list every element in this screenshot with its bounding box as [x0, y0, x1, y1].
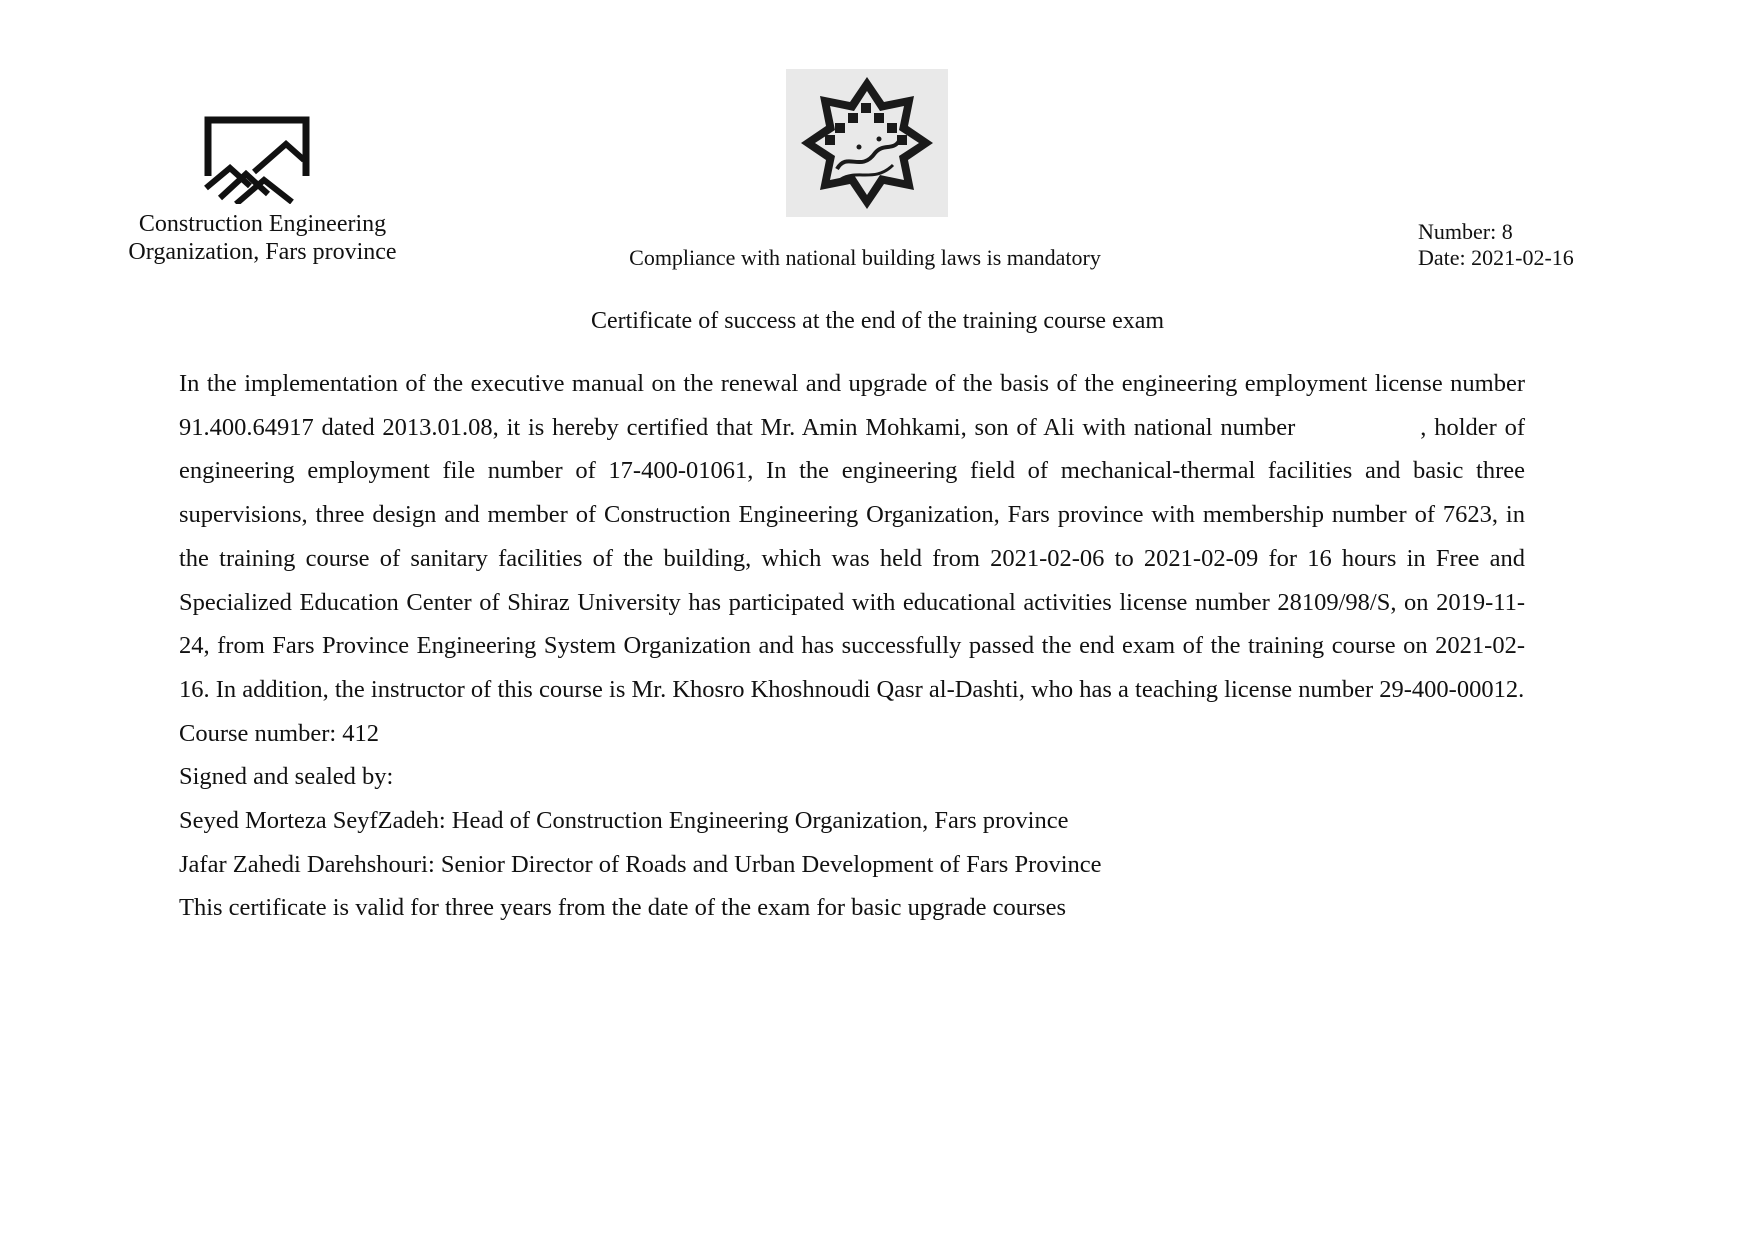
organization-name	[100, 210, 425, 266]
emblem	[786, 69, 948, 217]
paragraph-part2: , holder of engineering employment file number of 17-400-01061, In the engineering field of mechanical-thermal facilities and basic three supervisions, three design and member of Construction Engineering Organization, Fars province with membership number of 7623, in the training course of sanitary facilities of the building, which was held from 2021-02-06 to 2021-02-09 for 16 hours in Free and Specialized Education Center of Shiraz University has participated with educational activities license number 28109/98/S, on 2019-11-24, from Fars Province Engineering System Organization and has successfully passed the end exam of the training course on 2021-02-16. In addition, the instructor of this course is Mr. Khosro Khoshnoudi Qasr al-Dashti, who has a teaching license number 29-400-00012.	[179, 413, 1525, 703]
certificate-body	[179, 362, 1525, 930]
motto: Compliance with national building laws is mandatory	[629, 245, 1101, 270]
star-emblem-icon	[786, 69, 948, 217]
certificate-title: Certificate of success at the end of the training course exam	[590, 308, 1165, 334]
signatory-1: Seyed Morteza SeyfZadeh: Head of Construction Engineering Organization, Fars province	[179, 807, 1069, 835]
organization-logo-icon	[200, 114, 314, 204]
signed-label: Signed and sealed by:	[179, 763, 394, 791]
course-number: Course number: 412	[179, 719, 380, 747]
document-number: Number: 8	[1418, 219, 1513, 244]
organization-name-line1: Construction Engineering	[138, 211, 387, 237]
certificate-paragraph	[179, 362, 1525, 712]
paragraph-part1: In the implementation of the executive manual on the renewal and upgrade of the basis of the engineering employment license number 91.400.64917 dated 2013.01.08, it is hereby certified that Mr. Amin Mohkami, son of Ali with national number	[179, 370, 1525, 441]
validity-note: This certificate is valid for three years from the date of the exam for basic upgrade courses	[179, 894, 1067, 922]
document-meta	[1418, 219, 1574, 271]
organization-name-line2: Organization, Fars province	[128, 239, 397, 265]
document-date: Date: 2021-02-16	[1418, 245, 1574, 270]
signatory-2: Jafar Zahedi Darehshouri: Senior Director of Roads and Urban Development of Fars Province	[179, 850, 1102, 878]
